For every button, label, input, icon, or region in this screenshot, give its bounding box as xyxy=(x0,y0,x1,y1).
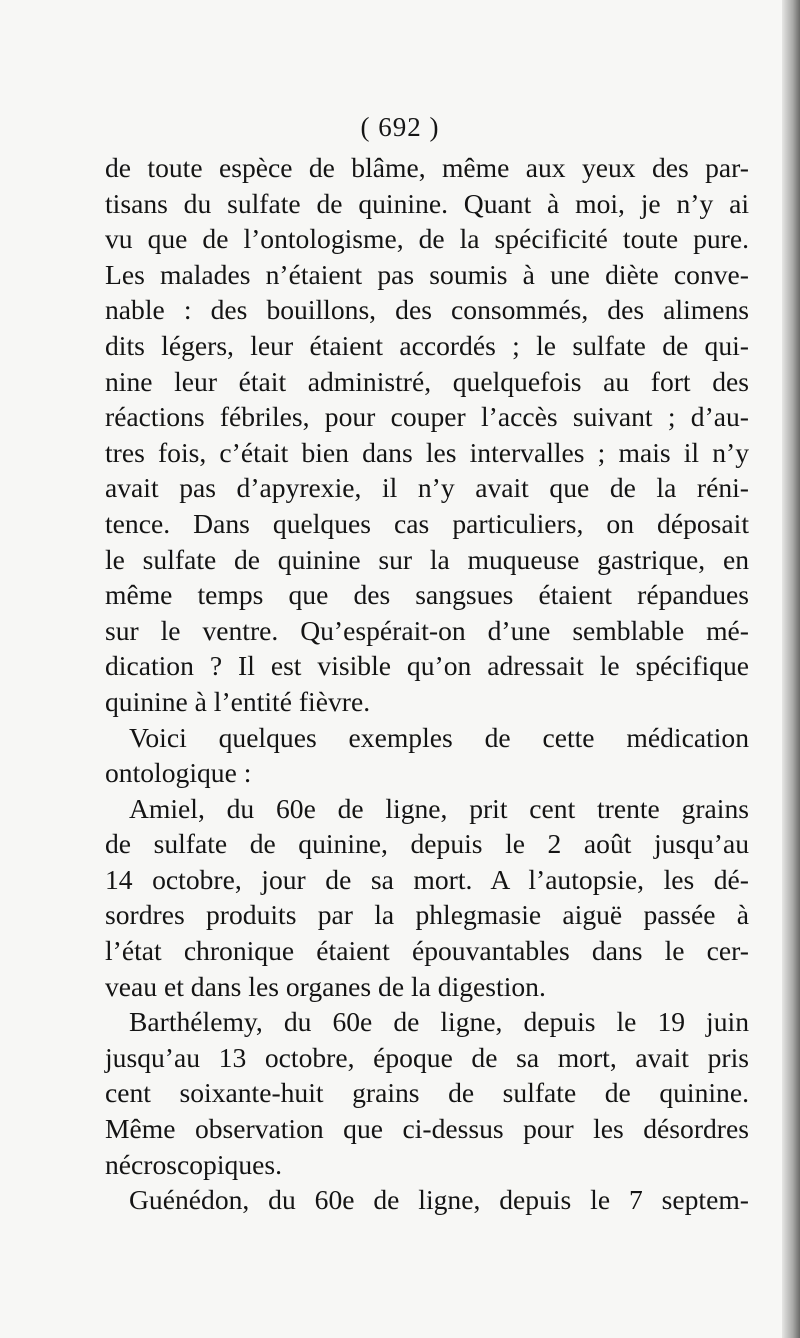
text-line: Voici quelques exemples de cette médication xyxy=(129,721,749,753)
text-line: Même observation que ci-dessus pour les désordres xyxy=(105,1113,749,1145)
body-text xyxy=(105,150,749,1218)
text-line: dits légers, leur étaient accordés ; le sulfate de qui- xyxy=(105,329,749,361)
text-line: tence. Dans quelques cas particuliers, on déposait xyxy=(105,507,749,539)
text-line: ontologique : xyxy=(105,757,252,789)
text-line: veau et dans les organes de la digestion. xyxy=(105,970,546,1002)
text-line: Barthélemy, du 60e de ligne, depuis le 19 juin xyxy=(129,1006,749,1038)
text-line: tres fois, c’était bien dans les intervalles ; mais il n’y xyxy=(105,436,749,468)
text-line: Guénédon, du 60e de ligne, depuis le 7 septem- xyxy=(129,1184,749,1216)
text-line: vu que de l’ontologisme, de la spécificité toute pure. xyxy=(105,223,749,255)
text-line: quinine à l’entité fièvre. xyxy=(105,685,371,717)
text-line: même temps que des sangsues étaient répandues xyxy=(105,579,749,611)
text-line: Les malades n’étaient pas soumis à une diète conve- xyxy=(105,258,749,290)
text-line: nine leur était administré, quelquefois au fort des xyxy=(105,365,749,397)
text-line: tisans du sulfate de quinine. Quant à moi, je n’y ai xyxy=(105,187,749,219)
text-line: jusqu’au 13 octobre, époque de sa mort, avait pris xyxy=(105,1041,749,1073)
text-line: dication ? Il est visible qu’on adressait le spécifique xyxy=(105,650,749,682)
text-line: avait pas d’apyrexie, il n’y avait que de la réni- xyxy=(105,472,749,504)
page-number: ( 692 ) xyxy=(360,112,440,142)
text-line: cent soixante-huit grains de sulfate de quinine. xyxy=(105,1077,749,1109)
text-line: l’état chronique étaient épouvantables dans le cer- xyxy=(105,935,749,967)
text-line: réactions fébriles, pour couper l’accès suivant ; d’au- xyxy=(105,401,749,433)
text-line: sur le ventre. Qu’espérait-on d’une semblable mé- xyxy=(105,614,749,646)
text-line: sordres produits par la phlegmasie aiguë passée à xyxy=(105,899,749,931)
text-line: nable : des bouillons, des consommés, des alimens xyxy=(105,294,749,326)
text-line: de toute espèce de blâme, même aux yeux des par- xyxy=(105,152,749,183)
text-line: nécroscopiques. xyxy=(105,1148,283,1180)
text-line: le sulfate de quinine sur la muqueuse gastrique, en xyxy=(105,543,749,575)
text-line: de sulfate de quinine, depuis le 2 août jusqu’au xyxy=(105,828,749,860)
text-line: 14 octobre, jour de sa mort. A l’autopsie, les dé- xyxy=(105,863,749,895)
page-edge-shadow xyxy=(782,0,800,1338)
text-line: Amiel, du 60e de ligne, prit cent trente grains xyxy=(129,792,749,824)
